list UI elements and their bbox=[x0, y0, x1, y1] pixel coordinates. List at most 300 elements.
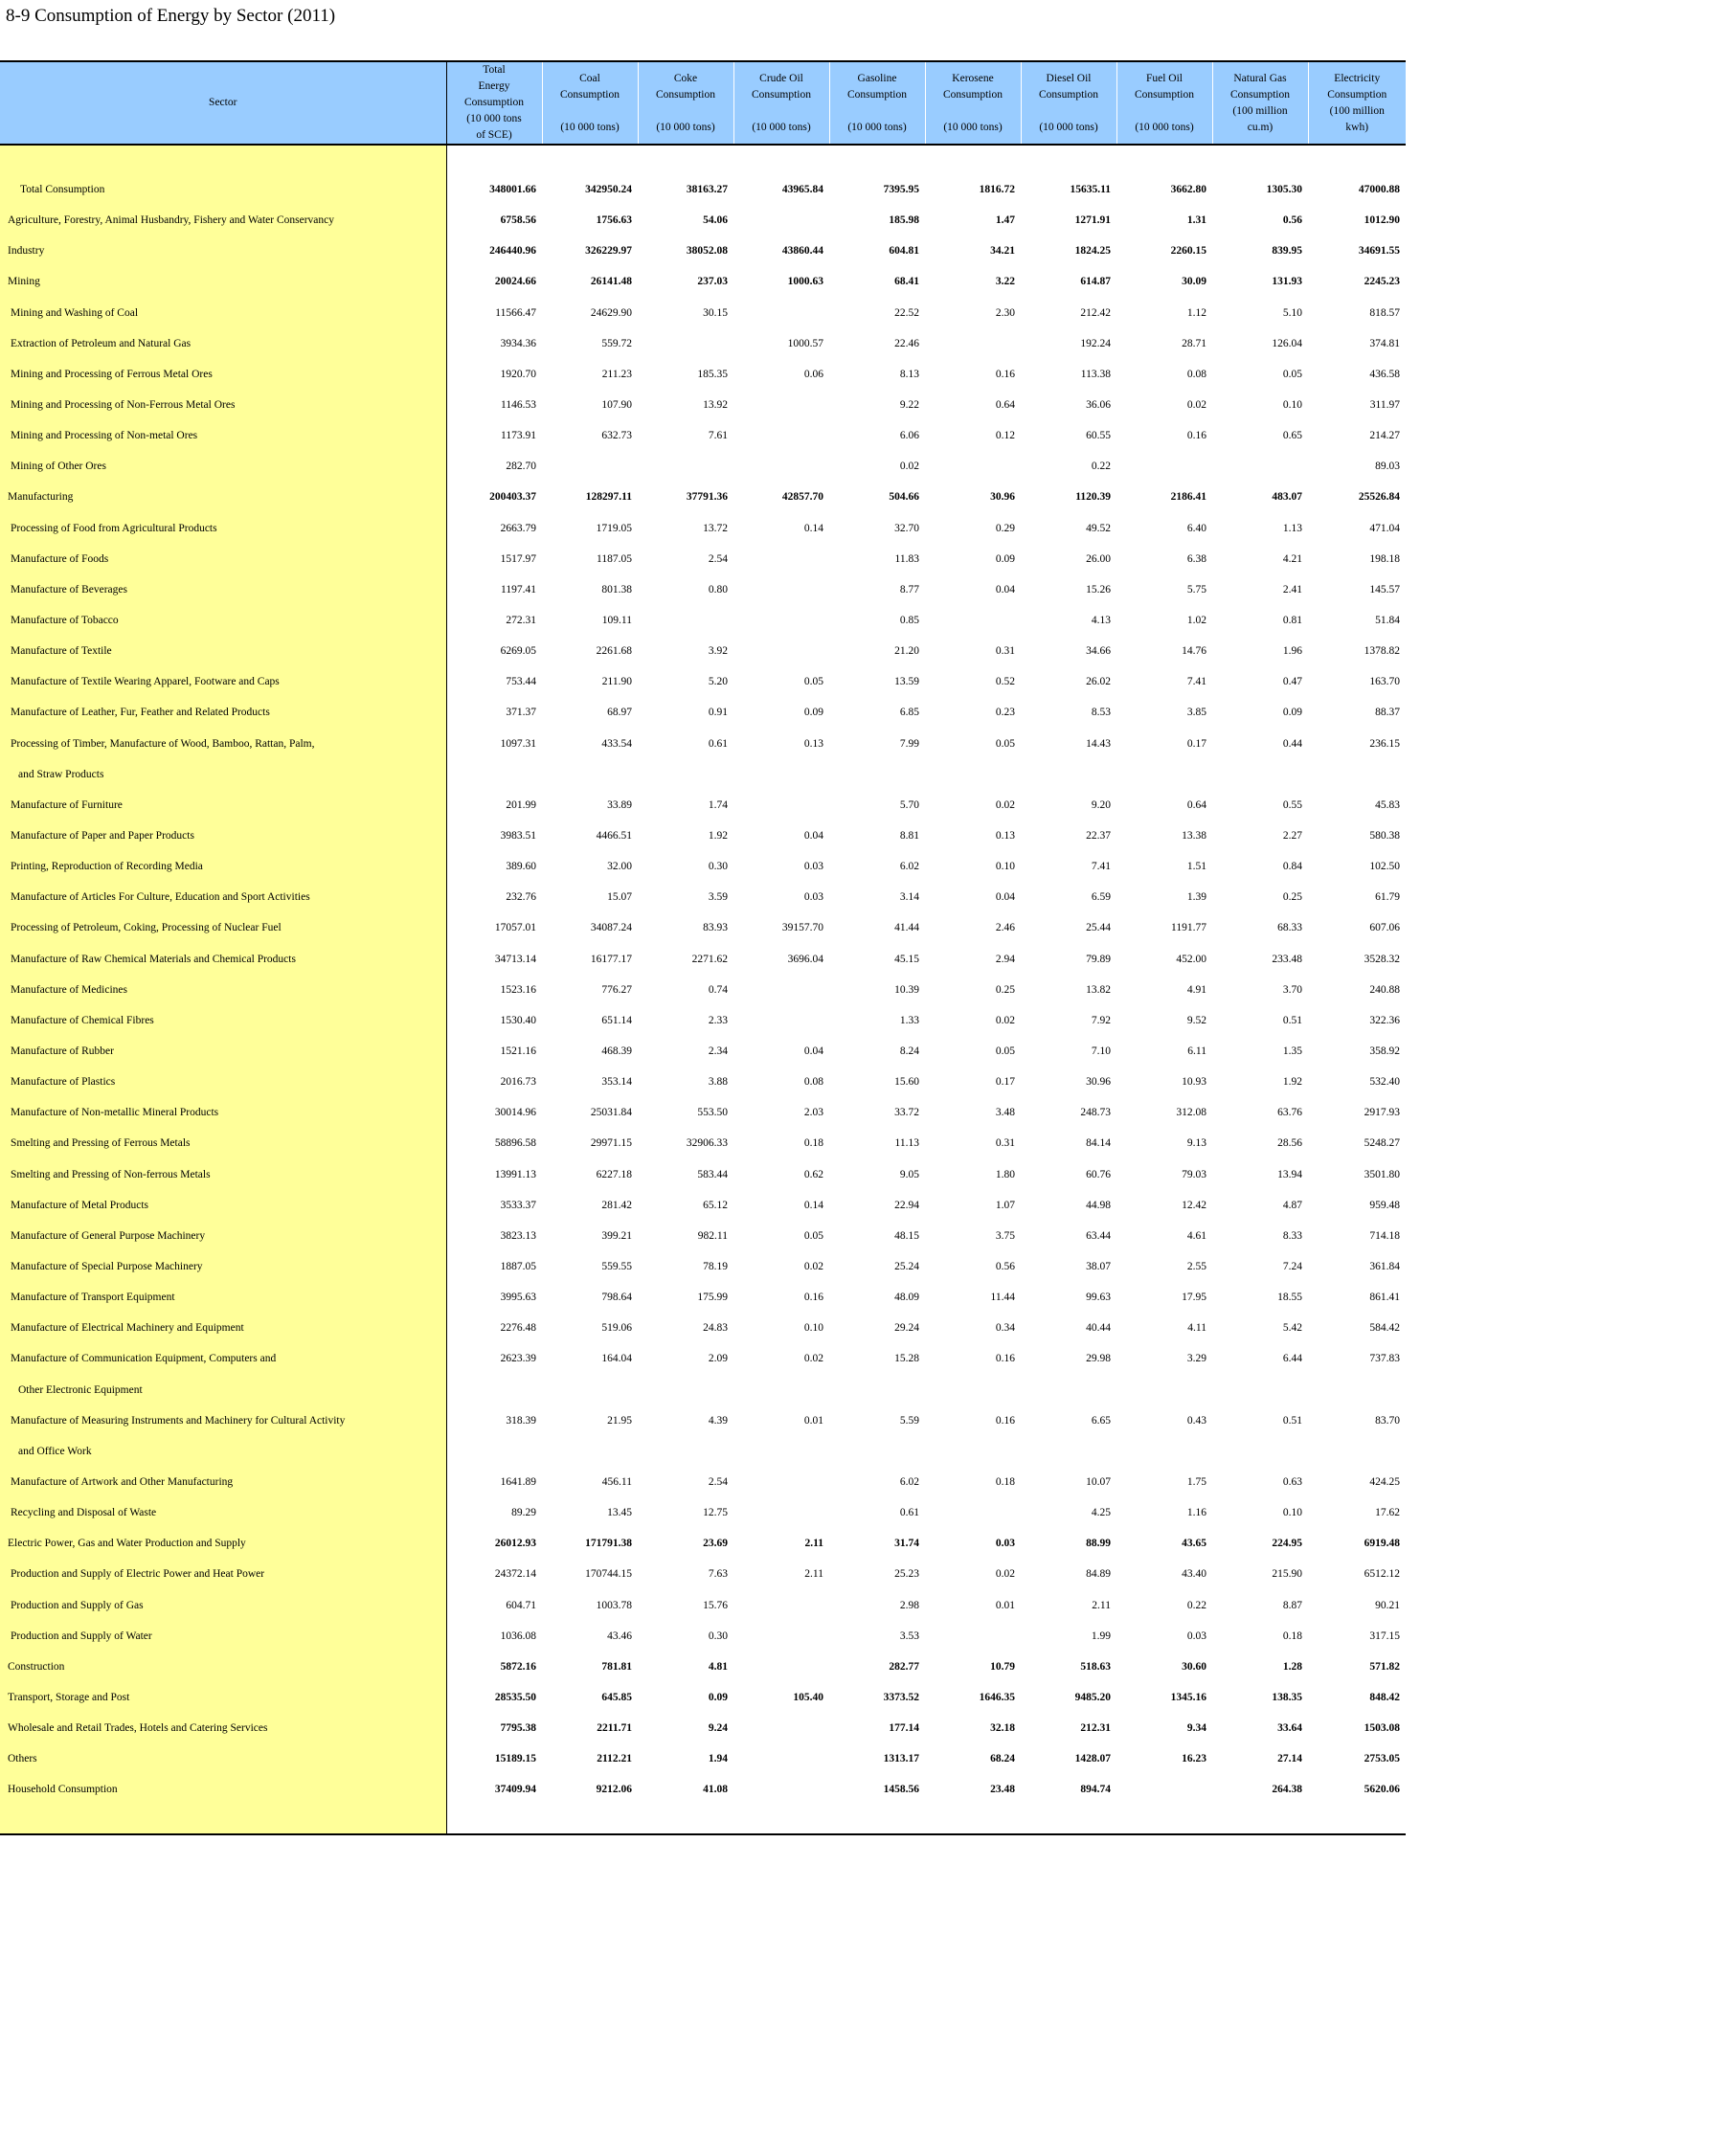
value-cell: 2.34 bbox=[708, 1045, 728, 1057]
value-cell: 246440.96 bbox=[489, 245, 536, 258]
value-cell: 24372.14 bbox=[494, 1568, 536, 1581]
table-row bbox=[0, 944, 1406, 975]
sector-label: Manufacture of Special Purpose Machinery bbox=[0, 1251, 446, 1282]
header-col-3 bbox=[638, 61, 733, 145]
table-row bbox=[0, 697, 1406, 728]
table-row bbox=[0, 759, 1406, 790]
value-cell: 839.95 bbox=[1272, 245, 1302, 258]
value-cell: 318.39 bbox=[506, 1414, 536, 1427]
value-cell: 0.25 bbox=[995, 983, 1015, 996]
table-row bbox=[0, 266, 1406, 297]
value-cell bbox=[1116, 1436, 1212, 1467]
value-cell: 13.94 bbox=[1277, 1168, 1302, 1180]
value-cell: 24.83 bbox=[703, 1322, 728, 1335]
value-cell: 13.92 bbox=[703, 399, 728, 412]
value-cell bbox=[638, 605, 733, 636]
value-cell: 16177.17 bbox=[590, 953, 632, 965]
value-cell: 0.03 bbox=[803, 891, 823, 904]
sector-label: Manufacture of Artwork and Other Manufacturing bbox=[0, 1467, 446, 1497]
value-cell: 3.53 bbox=[899, 1629, 919, 1642]
header-line: (10 000 tons) bbox=[1135, 121, 1194, 133]
value-cell: 2186.41 bbox=[1170, 491, 1206, 504]
value-cell: 6.38 bbox=[1186, 552, 1206, 565]
value-cell: 109.11 bbox=[601, 615, 632, 627]
sector-label: and Straw Products bbox=[0, 759, 446, 790]
sector-label: Printing, Reproduction of Recording Media bbox=[0, 851, 446, 882]
value-cell: 163.70 bbox=[1369, 676, 1400, 688]
value-cell bbox=[733, 1589, 829, 1620]
value-cell: 1458.56 bbox=[883, 1784, 919, 1796]
sector-label: Recycling and Disposal of Waste bbox=[0, 1497, 446, 1528]
value-cell: 30.96 bbox=[1086, 1076, 1111, 1089]
value-cell: 532.40 bbox=[1369, 1076, 1400, 1089]
header-line: cu.m) bbox=[1247, 121, 1274, 133]
table-row bbox=[0, 1436, 1406, 1467]
value-cell: 982.11 bbox=[697, 1229, 728, 1242]
value-cell: 2623.39 bbox=[500, 1353, 536, 1365]
value-cell: 0.17 bbox=[995, 1076, 1015, 1089]
value-cell: 272.31 bbox=[506, 615, 536, 627]
value-cell: 27.14 bbox=[1277, 1753, 1302, 1765]
value-cell: 1.39 bbox=[1186, 891, 1206, 904]
page-title: 8-9 Consumption of Energy by Sector (2011) bbox=[6, 6, 336, 26]
value-cell bbox=[925, 1621, 1021, 1652]
table-row bbox=[0, 1067, 1406, 1097]
value-cell bbox=[925, 1497, 1021, 1528]
value-cell: 0.16 bbox=[1186, 430, 1206, 442]
value-cell: 1305.30 bbox=[1266, 184, 1302, 196]
value-cell: 0.02 bbox=[995, 798, 1015, 811]
value-cell: 34691.55 bbox=[1358, 245, 1400, 258]
value-cell: 1641.89 bbox=[500, 1475, 536, 1488]
value-cell: 48.09 bbox=[894, 1292, 919, 1304]
table-row bbox=[0, 1036, 1406, 1067]
value-cell: 4.25 bbox=[1091, 1507, 1111, 1519]
value-cell: 15.28 bbox=[894, 1353, 919, 1365]
value-cell: 3.14 bbox=[899, 891, 919, 904]
value-cell: 604.71 bbox=[506, 1599, 536, 1611]
value-cell: 0.09 bbox=[995, 552, 1015, 565]
value-cell: 2.94 bbox=[995, 953, 1015, 965]
value-cell: 436.58 bbox=[1369, 368, 1400, 380]
value-cell: 1191.77 bbox=[1171, 922, 1206, 934]
value-cell: 604.81 bbox=[889, 245, 919, 258]
value-cell: 13.59 bbox=[894, 676, 919, 688]
header-line: Coke bbox=[673, 72, 698, 84]
value-cell bbox=[733, 1621, 829, 1652]
value-cell: 3696.04 bbox=[787, 953, 823, 965]
header-col-8 bbox=[1116, 61, 1212, 145]
value-cell: 1521.16 bbox=[500, 1045, 536, 1057]
spacer-row bbox=[0, 145, 1406, 174]
value-cell: 1.47 bbox=[995, 214, 1015, 227]
value-cell: 1.13 bbox=[1282, 522, 1302, 534]
value-cell: 211.90 bbox=[601, 676, 632, 688]
value-cell: 3662.80 bbox=[1170, 184, 1206, 196]
header-col-1 bbox=[446, 61, 542, 145]
value-cell: 0.85 bbox=[899, 615, 919, 627]
value-cell: 34087.24 bbox=[590, 922, 632, 934]
value-cell: 3501.80 bbox=[1364, 1168, 1400, 1180]
value-cell: 200403.37 bbox=[489, 491, 536, 504]
value-cell: 0.61 bbox=[708, 737, 728, 750]
value-cell: 58896.58 bbox=[494, 1137, 536, 1150]
value-cell: 3823.13 bbox=[500, 1229, 536, 1242]
value-cell bbox=[829, 759, 925, 790]
value-cell: 88.37 bbox=[1375, 707, 1400, 719]
header-line: Consumption bbox=[1039, 88, 1098, 101]
table-row bbox=[0, 820, 1406, 851]
table-row bbox=[0, 174, 1406, 205]
sector-label: Manufacture of Medicines bbox=[0, 975, 446, 1005]
value-cell: 30.15 bbox=[703, 306, 728, 319]
value-cell: 5872.16 bbox=[500, 1660, 536, 1673]
value-cell: 107.90 bbox=[601, 399, 632, 412]
value-cell: 959.48 bbox=[1369, 1199, 1400, 1211]
value-cell: 1345.16 bbox=[1170, 1691, 1206, 1703]
header-line: Sector bbox=[209, 97, 237, 108]
value-cell: 29.24 bbox=[894, 1322, 919, 1335]
value-cell bbox=[638, 759, 733, 790]
value-cell bbox=[733, 1374, 829, 1405]
value-cell: 0.80 bbox=[708, 583, 728, 596]
table-row bbox=[0, 1497, 1406, 1528]
table-row bbox=[0, 482, 1406, 512]
header-line bbox=[1118, 103, 1211, 120]
table-row bbox=[0, 605, 1406, 636]
value-cell: 89.03 bbox=[1375, 461, 1400, 473]
value-cell: 311.97 bbox=[1369, 399, 1400, 412]
value-cell: 6.40 bbox=[1186, 522, 1206, 534]
value-cell: 102.50 bbox=[1369, 861, 1400, 873]
sector-label: Production and Supply of Gas bbox=[0, 1589, 446, 1620]
value-cell: 1.92 bbox=[1282, 1076, 1302, 1089]
value-cell: 1000.57 bbox=[787, 337, 823, 349]
value-cell: 3.85 bbox=[1186, 707, 1206, 719]
value-cell: 43.40 bbox=[1182, 1568, 1206, 1581]
value-cell: 0.08 bbox=[803, 1076, 823, 1089]
sector-label: Smelting and Pressing of Non-ferrous Metals bbox=[0, 1159, 446, 1190]
header-line: Consumption bbox=[943, 88, 1003, 101]
value-cell: 22.37 bbox=[1086, 830, 1111, 843]
table-row bbox=[0, 1559, 1406, 1589]
value-cell: 26012.93 bbox=[494, 1538, 536, 1550]
table-row bbox=[0, 1589, 1406, 1620]
value-cell bbox=[733, 544, 829, 574]
value-cell: 30.09 bbox=[1182, 276, 1206, 288]
sector-label: Manufacturing bbox=[0, 482, 446, 512]
value-cell: 0.64 bbox=[995, 399, 1015, 412]
value-cell: 0.01 bbox=[995, 1599, 1015, 1611]
value-cell: 322.36 bbox=[1369, 1014, 1400, 1026]
header-col-7 bbox=[1021, 61, 1116, 145]
value-cell: 68.41 bbox=[894, 276, 919, 288]
value-cell: 13.45 bbox=[607, 1507, 632, 1519]
value-cell bbox=[733, 1436, 829, 1467]
table-row bbox=[0, 1221, 1406, 1251]
value-cell: 361.84 bbox=[1369, 1260, 1400, 1272]
spacer-cell bbox=[1308, 1805, 1406, 1834]
value-cell: 518.63 bbox=[1080, 1660, 1111, 1673]
value-cell: 18.55 bbox=[1277, 1292, 1302, 1304]
sector-label: Other Electronic Equipment bbox=[0, 1374, 446, 1405]
value-cell: 8.81 bbox=[899, 830, 919, 843]
value-cell: 10.79 bbox=[990, 1660, 1015, 1673]
table-row bbox=[0, 882, 1406, 912]
value-cell: 2.98 bbox=[899, 1599, 919, 1611]
value-cell: 4.81 bbox=[708, 1660, 728, 1673]
value-cell: 3.48 bbox=[995, 1107, 1015, 1119]
value-cell: 504.66 bbox=[889, 491, 919, 504]
sector-label: Mining and Processing of Ferrous Metal Ores bbox=[0, 359, 446, 390]
value-cell: 212.31 bbox=[1080, 1722, 1111, 1735]
value-cell: 3995.63 bbox=[500, 1292, 536, 1304]
header-col-6 bbox=[925, 61, 1021, 145]
value-cell: 40.44 bbox=[1086, 1322, 1111, 1335]
table-row bbox=[0, 790, 1406, 820]
value-cell: 37409.94 bbox=[494, 1784, 536, 1796]
value-cell: 7.61 bbox=[708, 430, 728, 442]
value-cell: 30.60 bbox=[1182, 1660, 1206, 1673]
value-cell: 6.44 bbox=[1282, 1353, 1302, 1365]
value-cell: 0.02 bbox=[803, 1353, 823, 1365]
table-row bbox=[0, 1159, 1406, 1190]
value-cell: 32.18 bbox=[990, 1722, 1015, 1735]
spacer-cell bbox=[1308, 145, 1406, 174]
header-line: Natural Gas bbox=[1233, 72, 1287, 84]
sector-label: Wholesale and Retail Trades, Hotels and Catering Services bbox=[0, 1713, 446, 1743]
value-cell bbox=[1021, 1374, 1116, 1405]
value-cell: 0.31 bbox=[995, 1137, 1015, 1150]
value-cell: 1313.17 bbox=[883, 1753, 919, 1765]
value-cell: 1.07 bbox=[995, 1199, 1015, 1211]
header-line: Coal bbox=[579, 72, 600, 84]
table-row bbox=[0, 1652, 1406, 1682]
value-cell bbox=[733, 1497, 829, 1528]
value-cell: 2.30 bbox=[995, 306, 1015, 319]
value-cell: 21.20 bbox=[894, 645, 919, 658]
value-cell bbox=[1212, 1436, 1308, 1467]
value-cell: 1378.82 bbox=[1364, 645, 1400, 658]
header-line: Energy bbox=[478, 80, 510, 92]
value-cell: 12.42 bbox=[1182, 1199, 1206, 1211]
sector-label: Manufacture of Foods bbox=[0, 544, 446, 574]
table-row bbox=[0, 359, 1406, 390]
spacer-cell bbox=[446, 145, 542, 174]
value-cell: 1.16 bbox=[1186, 1507, 1206, 1519]
sector-label: Processing of Food from Agricultural Products bbox=[0, 513, 446, 544]
value-cell: 7.41 bbox=[1186, 676, 1206, 688]
table-row bbox=[0, 451, 1406, 482]
value-cell bbox=[733, 1713, 829, 1743]
value-cell: 2211.71 bbox=[597, 1722, 632, 1735]
value-cell bbox=[733, 759, 829, 790]
value-cell: 36.06 bbox=[1086, 399, 1111, 412]
table-body bbox=[0, 145, 1406, 1834]
value-cell: 3.75 bbox=[995, 1229, 1015, 1242]
table-row bbox=[0, 729, 1406, 759]
value-cell: 15.76 bbox=[703, 1599, 728, 1611]
spacer-cell bbox=[1212, 145, 1308, 174]
value-cell: 1530.40 bbox=[500, 1014, 536, 1026]
table-row bbox=[0, 1251, 1406, 1282]
value-cell: 0.62 bbox=[803, 1168, 823, 1180]
value-cell bbox=[542, 1436, 638, 1467]
value-cell: 3.92 bbox=[708, 645, 728, 658]
table-row bbox=[0, 636, 1406, 666]
sector-label: Manufacture of General Purpose Machinery bbox=[0, 1221, 446, 1251]
value-cell: 177.14 bbox=[889, 1722, 919, 1735]
value-cell bbox=[446, 1374, 542, 1405]
spacer-cell bbox=[1212, 1805, 1308, 1834]
value-cell: 737.83 bbox=[1369, 1353, 1400, 1365]
value-cell: 1824.25 bbox=[1074, 245, 1111, 258]
value-cell: 3934.36 bbox=[500, 337, 536, 349]
sector-label: Manufacture of Rubber bbox=[0, 1036, 446, 1067]
value-cell: 15189.15 bbox=[494, 1753, 536, 1765]
value-cell: 3528.32 bbox=[1364, 953, 1400, 965]
value-cell bbox=[1308, 759, 1406, 790]
value-cell: 1887.05 bbox=[500, 1260, 536, 1272]
value-cell bbox=[1308, 1374, 1406, 1405]
header-row bbox=[0, 61, 1406, 145]
value-cell: 0.02 bbox=[803, 1260, 823, 1272]
value-cell: 1.28 bbox=[1282, 1660, 1302, 1673]
value-cell: 0.10 bbox=[1282, 1507, 1302, 1519]
value-cell: 348001.66 bbox=[489, 184, 536, 196]
value-cell: 4.13 bbox=[1091, 615, 1111, 627]
value-cell: 0.64 bbox=[1186, 798, 1206, 811]
value-cell: 7795.38 bbox=[500, 1722, 536, 1735]
sector-label: Processing of Petroleum, Coking, Processing of Nuclear Fuel bbox=[0, 912, 446, 943]
sector-label: Manufacture of Measuring Instruments and Machinery for Cultural Activity bbox=[0, 1405, 446, 1436]
sector-label: Mining bbox=[0, 266, 446, 297]
value-cell bbox=[1212, 759, 1308, 790]
value-cell bbox=[1212, 1374, 1308, 1405]
value-cell: 456.11 bbox=[601, 1475, 632, 1488]
value-cell: 7.24 bbox=[1282, 1260, 1302, 1272]
value-cell: 0.52 bbox=[995, 676, 1015, 688]
value-cell: 3983.51 bbox=[500, 830, 536, 843]
value-cell: 3.29 bbox=[1186, 1353, 1206, 1365]
sector-label: Processing of Timber, Manufacture of Wood, Bamboo, Rattan, Palm, bbox=[0, 729, 446, 759]
value-cell: 4.87 bbox=[1282, 1199, 1302, 1211]
header-line: Consumption bbox=[656, 88, 715, 101]
value-cell: 7.63 bbox=[708, 1568, 728, 1581]
value-cell: 358.92 bbox=[1369, 1045, 1400, 1057]
header-line: Kerosene bbox=[952, 72, 994, 84]
value-cell bbox=[1021, 759, 1116, 790]
sector-label: Manufacture of Textile Wearing Apparel, Footware and Caps bbox=[0, 666, 446, 697]
value-cell: 25.23 bbox=[894, 1568, 919, 1581]
value-cell: 8.87 bbox=[1282, 1599, 1302, 1611]
value-cell bbox=[638, 328, 733, 359]
value-cell: 1036.08 bbox=[500, 1629, 536, 1642]
sector-label: Manufacture of Plastics bbox=[0, 1067, 446, 1097]
spacer-cell bbox=[925, 1805, 1021, 1834]
value-cell bbox=[638, 451, 733, 482]
spacer-cell bbox=[542, 145, 638, 174]
value-cell: 3.22 bbox=[995, 276, 1015, 288]
value-cell: 0.43 bbox=[1186, 1414, 1206, 1427]
value-cell: 0.12 bbox=[995, 430, 1015, 442]
value-cell: 2260.15 bbox=[1170, 245, 1206, 258]
header-line: Crude Oil bbox=[759, 72, 803, 84]
value-cell: 0.10 bbox=[995, 861, 1015, 873]
header-line: Consumption bbox=[1135, 88, 1194, 101]
sector-label: Manufacture of Beverages bbox=[0, 574, 446, 605]
value-cell bbox=[733, 1652, 829, 1682]
value-cell: 170744.15 bbox=[585, 1568, 632, 1581]
table-row bbox=[0, 1713, 1406, 1743]
value-cell: 848.42 bbox=[1369, 1691, 1400, 1703]
header-line: (100 million bbox=[1329, 104, 1385, 117]
value-cell: 0.56 bbox=[1282, 214, 1302, 227]
header-line: (10 000 tons) bbox=[752, 121, 811, 133]
header-line bbox=[1023, 103, 1116, 120]
table-row bbox=[0, 574, 1406, 605]
value-cell: 28.56 bbox=[1277, 1137, 1302, 1150]
value-cell: 6919.48 bbox=[1364, 1538, 1400, 1550]
value-cell bbox=[925, 1374, 1021, 1405]
value-cell: 9485.20 bbox=[1074, 1691, 1111, 1703]
value-cell: 22.46 bbox=[894, 337, 919, 349]
value-cell bbox=[1212, 451, 1308, 482]
value-cell bbox=[638, 1436, 733, 1467]
value-cell bbox=[733, 420, 829, 451]
sector-label: Manufacture of Articles For Culture, Education and Sport Activities bbox=[0, 882, 446, 912]
header-line: (10 000 tons bbox=[466, 113, 522, 124]
header-line bbox=[640, 103, 733, 120]
value-cell: 0.63 bbox=[1282, 1475, 1302, 1488]
value-cell: 7.99 bbox=[899, 737, 919, 750]
value-cell: 0.10 bbox=[803, 1322, 823, 1335]
value-cell: 32.00 bbox=[607, 861, 632, 873]
header-line: Consumption bbox=[464, 97, 524, 108]
value-cell: 0.02 bbox=[995, 1014, 1015, 1026]
spacer-cell bbox=[446, 1805, 542, 1834]
value-cell: 240.88 bbox=[1369, 983, 1400, 996]
value-cell: 65.12 bbox=[703, 1199, 728, 1211]
value-cell: 5.75 bbox=[1186, 583, 1206, 596]
value-cell: 41.44 bbox=[894, 922, 919, 934]
value-cell: 1816.72 bbox=[979, 184, 1015, 196]
value-cell: 614.87 bbox=[1080, 276, 1111, 288]
sector-label: Manufacture of Paper and Paper Products bbox=[0, 820, 446, 851]
sector-label: Manufacture of Metal Products bbox=[0, 1190, 446, 1221]
value-cell: 1517.97 bbox=[500, 552, 536, 565]
value-cell bbox=[733, 1005, 829, 1036]
table-row bbox=[0, 1528, 1406, 1559]
table-row bbox=[0, 1282, 1406, 1313]
spacer-cell bbox=[638, 145, 733, 174]
value-cell: 801.38 bbox=[601, 583, 632, 596]
value-cell: 0.13 bbox=[803, 737, 823, 750]
sector-label: Manufacture of Tobacco bbox=[0, 605, 446, 636]
spacer-cell bbox=[733, 145, 829, 174]
table-row bbox=[0, 1313, 1406, 1343]
table-row bbox=[0, 975, 1406, 1005]
value-cell bbox=[733, 298, 829, 328]
value-cell: 11.44 bbox=[990, 1292, 1015, 1304]
value-cell: 1.94 bbox=[708, 1753, 728, 1765]
value-cell bbox=[925, 1436, 1021, 1467]
header-col-10 bbox=[1308, 61, 1406, 145]
sector-label: Smelting and Pressing of Ferrous Metals bbox=[0, 1128, 446, 1158]
value-cell: 6.06 bbox=[899, 430, 919, 442]
value-cell: 2.11 bbox=[804, 1538, 823, 1550]
value-cell: 60.76 bbox=[1086, 1168, 1111, 1180]
